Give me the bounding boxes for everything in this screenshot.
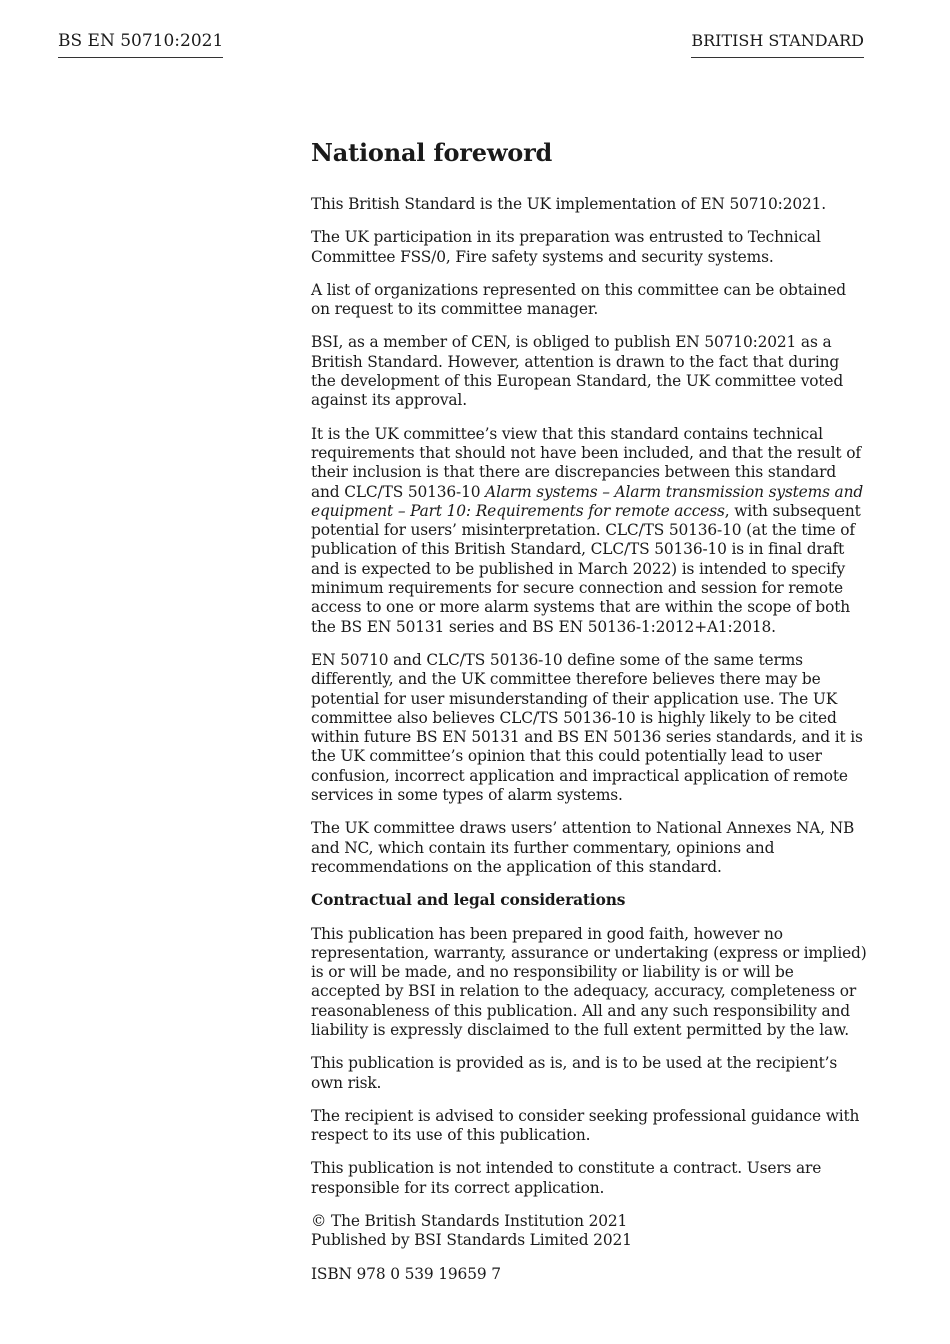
- referenced-standard-title: Alarm systems – Alarm transmission systems and equipment – Part 10: Requirements for remote access: [311, 482, 864, 520]
- document-id: BS EN 50710:2021: [58, 30, 223, 58]
- paragraph-committee-view: [311, 425, 867, 637]
- copyright-line: © The British Standards Institution 2021: [311, 1212, 628, 1231]
- isbn-line: ISBN 978 0 539 19659 7: [311, 1264, 501, 1283]
- paragraph-terms: EN 50710 and CLC/TS 50136-10 define some of the same terms differently, and the UK committee therefore believes there may be potential for user misunderstanding of their application use. The UK committee also believes CLC/TS 50136-10 is highly likely to be cited within future BS EN 50131 and BS EN 50136 series standards, and it is the UK committee’s opinion that this could potentially lead to user confusion, incorrect application and impractical application of remote services in some types of alarm systems.: [311, 650, 863, 805]
- paragraph-guidance: The recipient is advised to consider seeking professional guidance with respect to its use of this publication.: [311, 1106, 860, 1145]
- paragraph-committee: The UK participation in its preparation was entrusted to Technical Committee FSS/0, Fire safety systems and security systems.: [311, 228, 821, 266]
- legal-heading: Contractual and legal considerations: [311, 891, 626, 910]
- paragraph-as-is: This publication is provided as is, and is to be used at the recipient’s own risk.: [311, 1054, 838, 1092]
- view-text-a: It is the UK committee’s view that this standard contains technical requirements that should not have been included, and that the result of their inclusion is that there are discrepancies between this standard and CLC/TS 50136-10: [311, 424, 861, 501]
- paragraph-vote: BSI, as a member of CEN, is obliged to publish EN 50710:2021 as a British Standard. However, attention is drawn to the fact that during the development of this European Standard, the UK committee voted against its approval.: [311, 333, 844, 410]
- foreword-body: [311, 137, 867, 1298]
- paragraph-not-contract: This publication is not intended to constitute a contract. Users are responsible for its correct application.: [311, 1159, 822, 1197]
- view-text-b: , with subsequent potential for users’ misinterpretation. CLC/TS 50136-10 (at the time of publication of this British Standard, CLC/TS 50136-10 is in final draft and is expected to be published in March 2022) is intended to specify minimum requirements for secure connection and session for remote access to one or more alarm systems that are within the scope of both the BS EN 50131 series and BS EN 50136-1:2012+A1:2018.: [311, 501, 861, 636]
- paragraph-organizations: A list of organizations represented on this committee can be obtained on request to its committee manager.: [311, 280, 846, 319]
- page-title: National foreword: [311, 138, 553, 167]
- series-label: BRITISH STANDARD: [691, 30, 864, 58]
- imprint-block: [311, 1212, 867, 1251]
- paragraph-good-faith: This publication has been prepared in good faith, however no representation, warranty, assurance or undertaking (express or implied) is or will be made, and no responsibility or liability is or will be accepted by BSI in relation to the adequacy, accuracy, completeness or reasonableness of this publication. All and any such responsibility and liability is expressly disclaimed to the full extent permitted by the law.: [311, 924, 867, 1039]
- paragraph-implementation: This British Standard is the UK implementation of EN 50710:2021.: [311, 195, 827, 213]
- paragraph-annexes: The UK committee draws users’ attention to National Annexes NA, NB and NC, which contain its further commentary, opinions and recommendations on the application of this standard.: [311, 819, 855, 876]
- publisher-line: Published by BSI Standards Limited 2021: [311, 1231, 632, 1250]
